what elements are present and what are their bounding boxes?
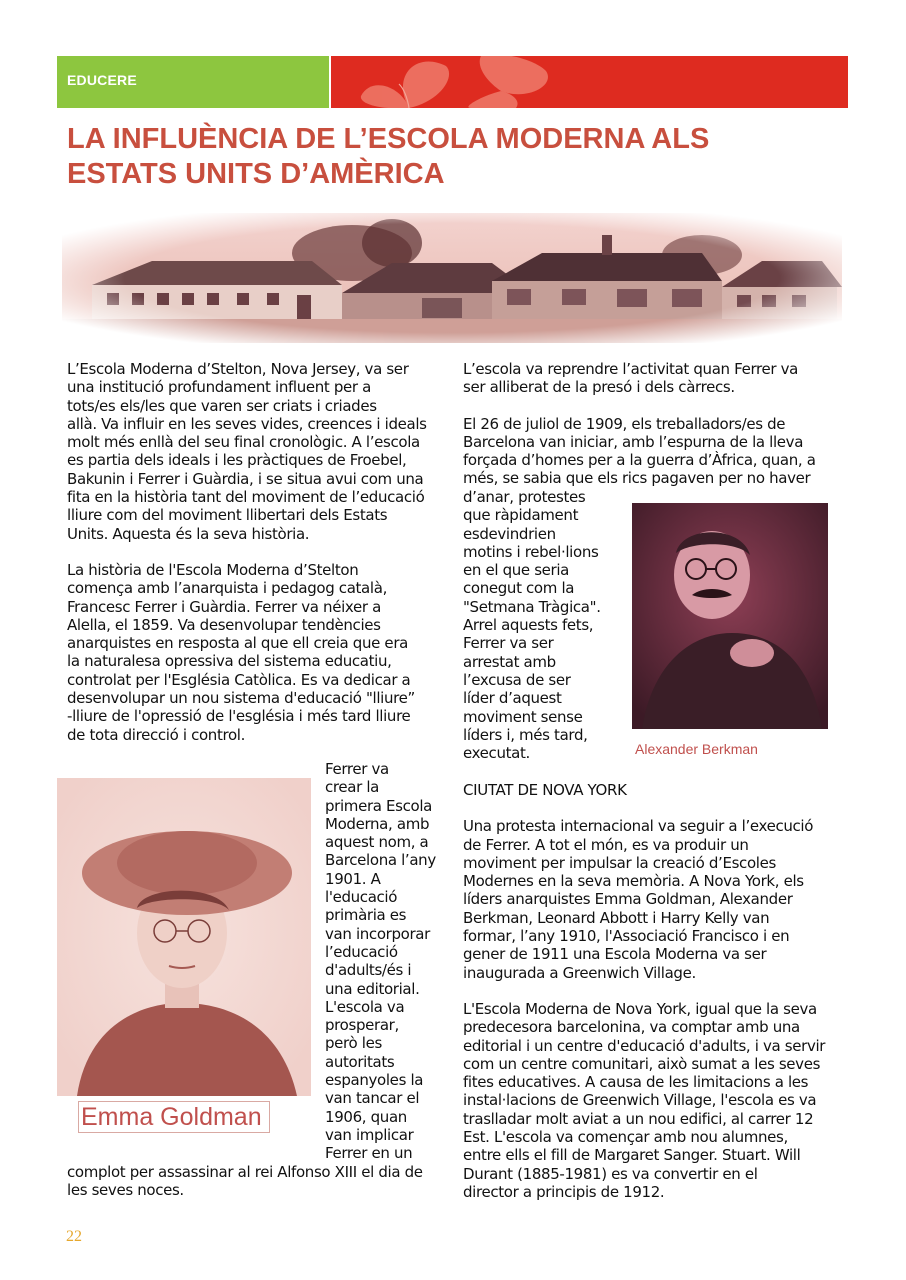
text-line: es partia dels ideals i les pràctiques de Froebel, [67, 451, 407, 470]
text-line: "Setmana Tràgica". [463, 597, 601, 616]
text-line: Barcelona van iniciar, amb l’espurna de la lleva [463, 432, 804, 451]
text-line: Units. Aquesta és la seva història. [67, 524, 310, 543]
text-line: Berkman, Leonard Abbott i Harry Kelly van [463, 908, 770, 927]
text-line: conegut com la [463, 579, 575, 598]
text-line: El 26 de juliol de 1909, els treballadors/es de [463, 414, 786, 433]
text-line: que ràpidament [463, 506, 579, 525]
text-line: més, se sabia que els rics pagaven per no haver [463, 469, 811, 488]
caption-alexander-berkman: Alexander Berkman [635, 741, 758, 757]
text-line: líders anarquistes Emma Goldman, Alexander [463, 890, 793, 909]
text-line: l’excusa de ser [463, 670, 571, 689]
article-title [67, 122, 827, 192]
text-line: tots/es els/les que varen ser criats i criades [67, 396, 377, 415]
text-line: Durant (1885-1981) es va convertir en el [463, 1164, 758, 1183]
text-line: L'escola va [325, 997, 405, 1016]
text-line: van implicar [325, 1125, 414, 1144]
text-line: arrestat amb [463, 652, 556, 671]
text-line: les seves noces. [67, 1181, 184, 1200]
article-title-line-1: LA INFLUÈNCIA DE L’ESCOLA MODERNA ALS [67, 123, 710, 155]
text-line: L’Escola Moderna d’Stelton, Nova Jersey, va ser [67, 360, 409, 378]
caption-emma-goldman: Emma Goldman [78, 1101, 270, 1133]
text-line: una editorial. [325, 979, 420, 998]
text-line: director a principis de 1912. [463, 1182, 665, 1201]
text-line: motins i rebel·lions [463, 542, 599, 561]
text-line: formar, l’any 1910, l'Associació Francisco i en [463, 927, 790, 946]
text-line: comença amb l’anarquista i pedagog català, [67, 579, 387, 598]
text-line: 1901. A [325, 869, 381, 888]
text-line: però les [325, 1034, 382, 1053]
text-line: Ferrer en un [325, 1144, 413, 1163]
text-line: ser alliberat de la presó i dels càrrecs. [463, 378, 735, 397]
emma-goldman-photo [57, 778, 311, 1096]
right-column-text-top [463, 360, 843, 488]
text-line: predecesora barcelonina, va comptar amb una [463, 1018, 800, 1037]
text-line: de Ferrer. A tot el món, es va produir un [463, 835, 749, 854]
section-header [57, 56, 329, 108]
left-paragraph-1 [67, 360, 447, 543]
section-label: EDUCERE [67, 72, 137, 88]
header-decor-bar [331, 56, 848, 108]
left-paragraph-3-full [67, 1163, 447, 1200]
text-line: de tota direcció i control. [67, 725, 246, 744]
text-line: líders i, més tard, [463, 725, 588, 744]
left-paragraph-3-narrow [325, 760, 450, 1163]
text-line: Arrel aquests fets, [463, 616, 594, 635]
page-number: 22 [66, 1228, 82, 1245]
text-line: La història de l'Escola Moderna d’Stelton [67, 560, 359, 579]
text-line: l'educació [325, 888, 398, 907]
butterfly-decoration-icon [331, 56, 848, 108]
text-line: fita en la història tant del moviment de l’educació [67, 488, 425, 507]
text-line: aquest nom, a [325, 833, 429, 852]
article-title-line-2: ESTATS UNITS D’AMÈRICA [67, 158, 445, 190]
text-line: controlat per l'Església Catòlica. Es va dedicar a [67, 670, 411, 689]
text-line: autoritats [325, 1052, 395, 1071]
text-line: Est. L'escola va començar amb nou alumnes, [463, 1128, 788, 1147]
text-line: d'adults/és i [325, 961, 412, 980]
text-line: executat. [463, 744, 530, 763]
text-line: com un centre comunitari, això sumat a les seves [463, 1054, 821, 1073]
right-paragraph-2-narrow [463, 488, 628, 762]
text-line: -lliure de l'opressió de l'església i més tard lliure [67, 707, 411, 726]
text-line: crear la [325, 778, 379, 797]
text-line: editorial i un centre d'educació d'adults, i va servir [463, 1036, 826, 1055]
text-line: Ferrer va [325, 760, 389, 778]
text-line: Alella, el 1859. Va desenvolupar tendències [67, 615, 381, 634]
text-line: allà. Va influir en les seves vides, creences i ideals [67, 414, 427, 433]
text-line: Francesc Ferrer i Guàrdia. Ferrer va néixer a [67, 597, 381, 616]
school-building-photo [62, 213, 842, 343]
text-line: van tancar el [325, 1089, 420, 1108]
text-line: Bakunin i Ferrer i Guàrdia, i se situa avui com una [67, 469, 424, 488]
right-column-text-bottom [463, 781, 843, 1201]
text-line: en el que seria [463, 561, 570, 580]
text-line: complot per assassinar al rei Alfonso XIII el dia de [67, 1163, 423, 1181]
text-line: instal·lacions de Greenwich Village, l'escola es va [463, 1091, 817, 1110]
text-line: d’anar, protestes [463, 488, 586, 506]
text-line: van incorporar [325, 924, 430, 943]
alexander-berkman-photo [632, 503, 828, 729]
right-paragraph-4 [463, 1000, 843, 1201]
text-line: una institució profundament influent per a [67, 378, 371, 397]
text-line: lliure com del moviment llibertari dels Estats [67, 506, 388, 525]
text-line: fites educatives. A causa de les limitacions a les [463, 1073, 809, 1092]
text-line: primària es [325, 906, 407, 925]
text-line: l’educació [325, 942, 398, 961]
text-line: espanyoles la [325, 1071, 424, 1090]
text-line: L’escola va reprendre l’activitat quan Ferrer va [463, 360, 798, 378]
text-line: 1906, quan [325, 1107, 407, 1126]
text-line: Barcelona l’any [325, 851, 436, 870]
text-line: inaugurada a Greenwich Village. [463, 963, 696, 982]
text-line: líder d’aquest [463, 689, 562, 708]
text-line: moviment per impulsar la creació d’Escoles [463, 853, 776, 872]
text-line: Modernes en la seva memòria. A Nova York, els [463, 872, 804, 891]
left-column-text [67, 360, 447, 744]
right-paragraph-2-full [463, 415, 843, 488]
text-line: esdevindrien [463, 524, 556, 543]
text-line: Ferrer va ser [463, 634, 554, 653]
right-paragraph-3 [463, 817, 843, 982]
text-line: anarquistes en resposta al que ell creia que era [67, 634, 408, 653]
left-narrow-text [325, 760, 450, 1163]
text-line: traslladar molt aviat a un nou edifici, al carrer 12 [463, 1109, 814, 1128]
text-line: Una protesta internacional va seguir a l’execució [463, 817, 814, 836]
text-line: L'Escola Moderna de Nova York, igual que la seva [463, 999, 817, 1018]
text-line: forçada d’homes per a la guerra d’Àfrica, quan, a [463, 451, 816, 470]
text-line: primera Escola [325, 796, 432, 815]
right-narrow-text [463, 488, 628, 762]
section-subheading: CIUTAT DE NOVA YORK [463, 781, 627, 799]
text-line: entre ells el fill de Margaret Sanger. Stuart. Will [463, 1146, 801, 1165]
text-line: desenvolupar un nou sistema d'educació "lliure” [67, 689, 415, 708]
text-line: moviment sense [463, 707, 583, 726]
right-paragraph-1 [463, 360, 843, 397]
text-line: molt més enllà del seu final cronològic. A l’escola [67, 433, 420, 452]
text-line: Moderna, amb [325, 814, 430, 833]
text-line: prosperar, [325, 1016, 399, 1035]
left-paragraph-2 [67, 561, 447, 744]
text-line: gener de 1911 una Escola Moderna va ser [463, 945, 767, 964]
text-line: la naturalesa opressiva del sistema educatiu, [67, 652, 392, 671]
left-bottom-text [67, 1163, 447, 1200]
